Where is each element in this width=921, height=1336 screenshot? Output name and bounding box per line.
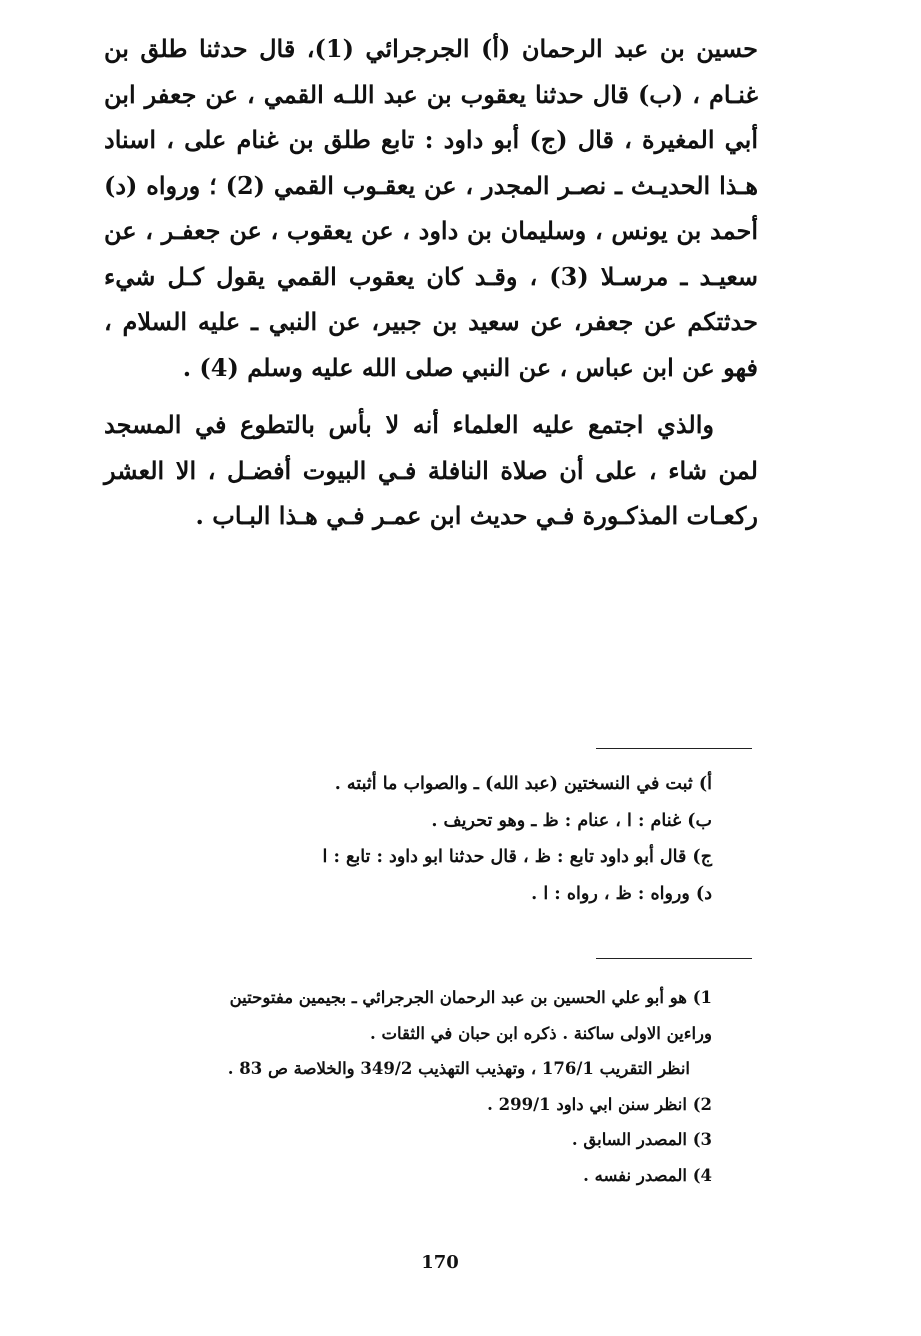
text-line: عن النبي ـ عليه السلام ، فهو عن ابن عباس ، عن النبي صلى (104, 307, 758, 382)
footnote-1-line-2: وراءين الاولى ساكنة . ذكره ابن حبان في الثقات . (369, 1023, 712, 1043)
text-line: ابن أبي المغيرة ، قال (ج) أبو داود : تابع طلق بن غنام على ، (104, 79, 759, 154)
text-line: لمن شاء ، على أن صلاة النافلة فـي البيوت أفضـل ، الا العشر (104, 455, 758, 485)
variant-note-j: ج) قال أبو داود تابع : ظ ، قال حدثنا ابو داود : تابع : ا (322, 847, 712, 867)
footnotes-divider (596, 958, 752, 959)
variant-note-a: أ) ثبت في النسختين (عبد الله) ـ والصواب ما أثبته . (334, 774, 712, 794)
text-line: عن جعفـر ، عن سعيـد ـ مرسـلا (3) ، وقـد كان يعقوب (104, 216, 759, 291)
footnote-1-line-3: انظر التقريب 176/1 ، وتهذيب التهذيب 349/2 والخلاصة ص 83 . (227, 1059, 690, 1078)
text-line: الله عليه وسلم (4) . (182, 352, 397, 382)
text-line: القمي يقول كـل شيء حدثتكم عن جعفر، عن سعيد بن جبير، (104, 261, 758, 336)
variant-notes (200, 766, 712, 912)
variant-note-d: د) ورواه : ظ ، رواه : ا . (531, 883, 712, 904)
footnote-2: 2) انظر سنن ابي داود 299/1 . (487, 1094, 712, 1114)
variant-note-b: ب) غنام : ا ، عنام : ظ ـ وهو تحريف . (431, 810, 712, 831)
footnote-4: 4) المصدر نفسه . (583, 1165, 712, 1185)
page-number: 170 (421, 1252, 459, 1273)
text-line: ركعـات المذكـورة فـي حديث ابن عمـر فـي هـذا البـاب . (195, 501, 758, 530)
footnote-1-line-1: 1) هو أبو علي الحسين بن عبد الرحمان الجرجرائي ـ بجيمين مفتوحتين (229, 988, 712, 1007)
paragraph-2 (104, 402, 758, 539)
text-line: والذي اجتمع عليه العلماء أنه لا بأس بالتطوع في المسجد (104, 410, 714, 439)
main-text-body (104, 26, 758, 539)
text-line: اسناد هـذا الحديـث ـ نصـر المجدر ، عن يعقـوب القمي (2) ؛ (104, 125, 759, 200)
paragraph-1 (104, 26, 758, 390)
text-line: غنـام ، (ب) قال حدثنا يعقوب بن عبد اللـه القمي ، عن جعفر (144, 79, 758, 109)
text-line: ورواه (د) أحمد بن يونس ، وسليمان بن داود ، عن يعقوب ، (104, 170, 758, 245)
footnotes (110, 980, 712, 1193)
variant-notes-divider (596, 748, 752, 749)
text-line: حسين بن عبد الرحمان (أ) الجرجرائي (1)، قال حدثنا طلق بن (104, 34, 758, 63)
footnote-3: 3) المصدر السابق . (571, 1130, 712, 1149)
